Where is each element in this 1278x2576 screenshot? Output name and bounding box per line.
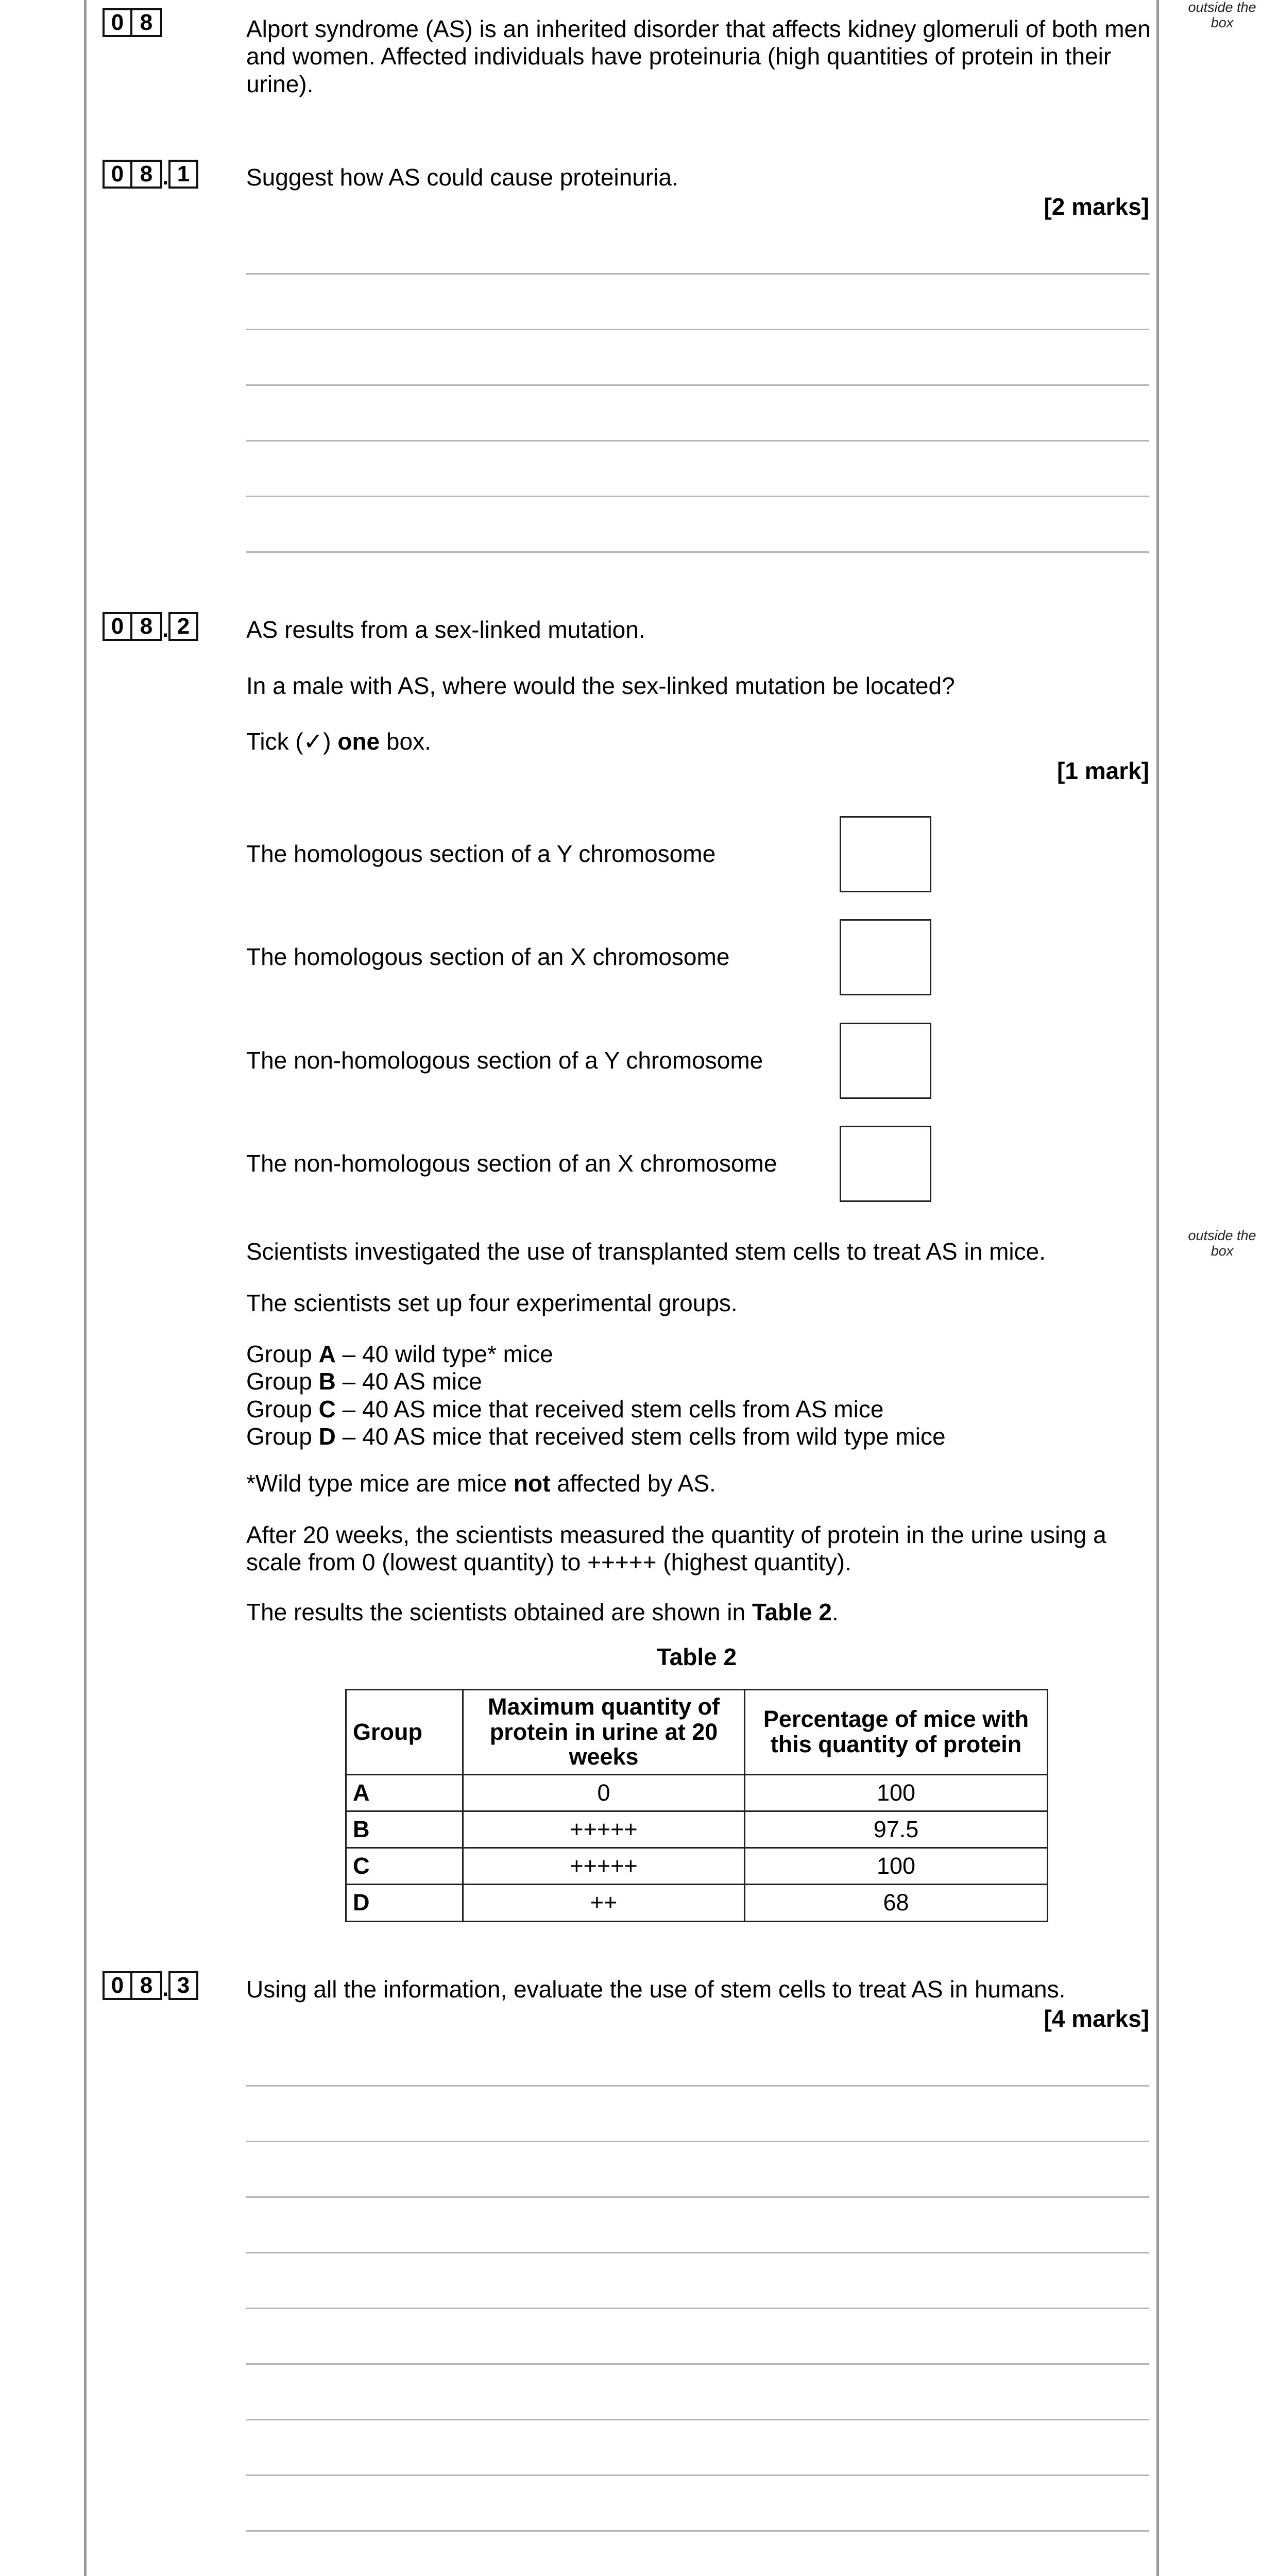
question-number-08 <box>103 8 162 37</box>
q083-question: Using all the information, evaluate the use of stem cells to treat AS in humans. <box>246 1976 1066 2003</box>
answer-line[interactable] <box>246 2196 1149 2198</box>
question-number-08-1 <box>103 160 198 189</box>
table-cell: 0 <box>463 1774 745 1811</box>
option-label: The homologous section of a Y chromosome <box>246 840 716 867</box>
q08-intro: Alport syndrome (AS) is an inherited disorder that affects kidney glomeruli of both men and women. Affected individuals have proteinuria (high quantities of protein in their urine). <box>246 15 1151 97</box>
separator-dot: . <box>162 164 169 190</box>
digit-box: 2 <box>168 612 198 641</box>
option-label: The non-homologous section of a Y chromosome <box>246 1047 763 1074</box>
table-row <box>346 1885 1048 1921</box>
q081-marks: [2 marks] <box>1044 193 1149 220</box>
table-row <box>346 1811 1048 1848</box>
margin-note: outside the box <box>1188 0 1256 30</box>
table-cell: 100 <box>745 1848 1048 1885</box>
table-cell: A <box>346 1774 463 1811</box>
answer-line[interactable] <box>246 2419 1149 2420</box>
q082-instruction <box>246 728 1153 755</box>
answer-line[interactable] <box>246 384 1149 386</box>
digit-box: 3 <box>168 1971 198 2000</box>
table-header-row <box>346 1690 1048 1775</box>
context-paragraph-2: The scientists set up four experimental groups. <box>246 1290 738 1316</box>
q082-marks: [1 mark] <box>1057 757 1149 784</box>
table-row <box>346 1774 1048 1811</box>
groups-list <box>246 1341 1153 1450</box>
group-line: Group A – 40 wild type* mice <box>246 1341 553 1367</box>
answer-line[interactable] <box>246 496 1149 497</box>
tick-prefix: Tick (✓) <box>246 728 338 755</box>
table-row <box>346 1848 1048 1885</box>
answer-line[interactable] <box>246 2085 1149 2087</box>
table-cell: 100 <box>745 1774 1048 1811</box>
question-number-08-3 <box>103 1971 198 2000</box>
separator-dot: . <box>162 617 169 642</box>
tick-box[interactable] <box>840 919 931 995</box>
answer-line[interactable] <box>246 551 1149 553</box>
context-paragraph-1: Scientists investigated the use of transplanted stem cells to treat AS in mice. <box>246 1238 1046 1265</box>
group-line: Group B – 40 AS mice <box>246 1368 482 1395</box>
group-line: Group D – 40 AS mice that received stem cells from wild type mice <box>246 1423 946 1450</box>
digit-box: 0 <box>103 8 132 37</box>
q083-marks: [4 marks] <box>1044 2005 1149 2032</box>
answer-line[interactable] <box>246 2252 1149 2253</box>
table-cell: +++++ <box>463 1811 745 1848</box>
q082-stem: AS results from a sex-linked mutation. <box>246 616 645 643</box>
answer-line[interactable] <box>246 440 1149 442</box>
tick-box[interactable] <box>840 1023 931 1099</box>
digit-box: 1 <box>168 160 198 189</box>
table-cell: D <box>346 1885 463 1921</box>
answer-line[interactable] <box>246 2308 1149 2309</box>
digit-box: 8 <box>132 8 162 37</box>
table-cell: 68 <box>745 1885 1048 1921</box>
digit-box: 0 <box>103 160 132 189</box>
digit-box: 8 <box>132 612 162 641</box>
answer-line[interactable] <box>246 2141 1149 2142</box>
question-number-08-2 <box>103 612 198 641</box>
context-paragraph-4: The results the scientists obtained are shown in Table 2. <box>246 1599 839 1625</box>
footnote: *Wild type mice are mice not affected by AS. <box>246 1470 716 1497</box>
column-header: Group <box>346 1690 463 1775</box>
table-cell: C <box>346 1848 463 1885</box>
left-margin-line <box>84 0 87 2576</box>
tick-box[interactable] <box>840 1126 931 1202</box>
answer-line[interactable] <box>246 2475 1149 2476</box>
q081-question: Suggest how AS could cause proteinuria. <box>246 164 678 191</box>
group-line: Group C – 40 AS mice that received stem cells from AS mice <box>246 1395 884 1422</box>
table-cell: ++ <box>463 1885 745 1921</box>
results-table <box>345 1689 1048 1922</box>
option-label: The non-homologous section of an X chromosome <box>246 1150 777 1177</box>
digit-box: 8 <box>132 1971 162 2000</box>
tick-box[interactable] <box>840 816 931 892</box>
answer-line[interactable] <box>246 273 1149 275</box>
digit-box: 8 <box>132 160 162 189</box>
column-header: Percentage of mice with this quantity of protein <box>745 1690 1048 1775</box>
separator-dot: . <box>162 1976 169 2001</box>
digit-box: 0 <box>103 612 132 641</box>
digit-box: 0 <box>103 1971 132 2000</box>
table-cell: +++++ <box>463 1848 745 1885</box>
answer-line[interactable] <box>246 329 1149 330</box>
table-cell: 97.5 <box>745 1811 1048 1848</box>
column-header: Maximum quantity of protein in urine at 20 weeks <box>463 1690 745 1775</box>
answer-line[interactable] <box>246 2363 1149 2365</box>
margin-note: outside the box <box>1188 1228 1256 1259</box>
option-label: The homologous section of an X chromosome <box>246 943 730 970</box>
tick-bold: one <box>337 728 380 755</box>
context-paragraph-3: After 20 weeks, the scientists measured the quantity of protein in the urine using a scale from 0 (lowest quantity) to +++++ (highest quantity). <box>246 1521 1106 1576</box>
answer-line[interactable] <box>246 2530 1149 2532</box>
table-title: Table 2 <box>656 1643 737 1670</box>
right-margin-line <box>1156 0 1159 2576</box>
q082-question: In a male with AS, where would the sex-linked mutation be located? <box>246 672 955 699</box>
tick-suffix: box. <box>380 728 431 755</box>
table-cell: B <box>346 1811 463 1848</box>
